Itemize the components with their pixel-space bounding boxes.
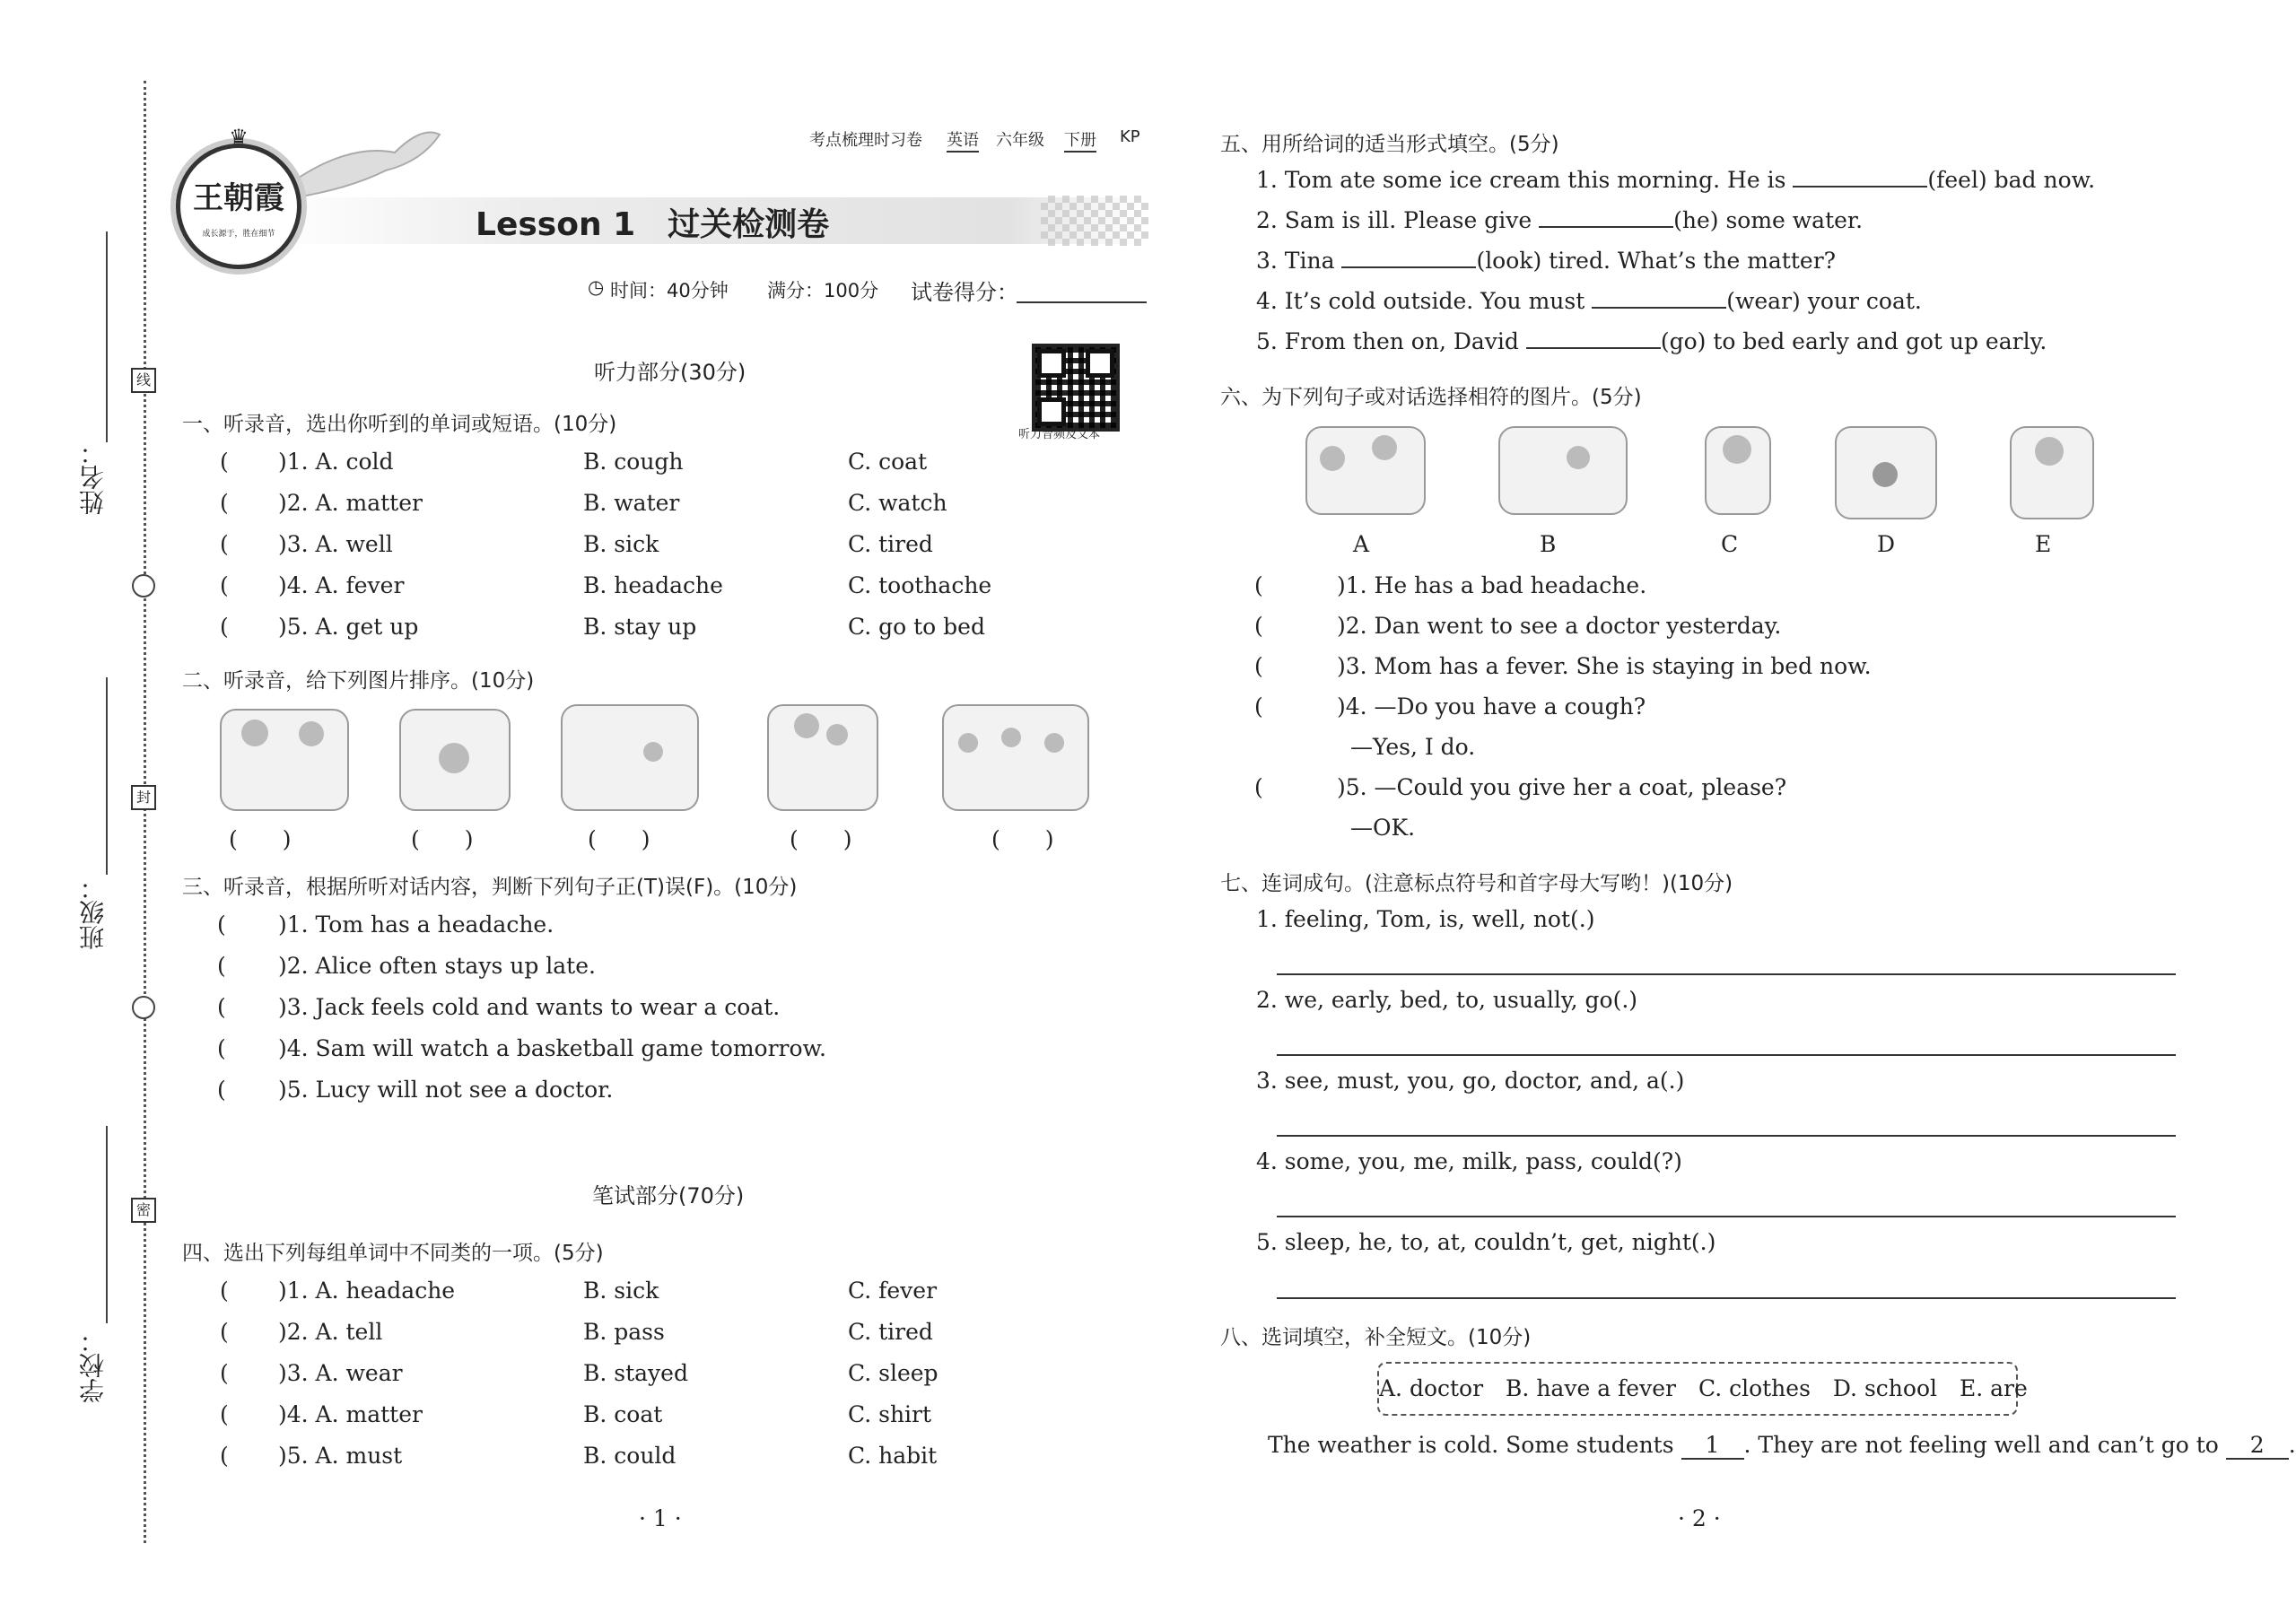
ribbon-decoration — [296, 126, 449, 206]
list-item: )3. A. wear — [278, 1360, 403, 1386]
option-b: B. water — [583, 490, 680, 516]
section-1-title: 一、听录音，选出你听到的单词或短语。(10分) — [182, 413, 617, 436]
answer-paren[interactable]: ( — [1254, 774, 1263, 800]
option-c: C. tired — [848, 531, 933, 557]
answer-paren[interactable]: ( — [220, 572, 229, 598]
school-line — [106, 1126, 108, 1323]
page-number-right: · 2 · — [1678, 1505, 1721, 1531]
option-c: C. toothache — [848, 572, 992, 598]
time-label: 时间：40分钟 — [610, 280, 729, 301]
picture-sick-in-bed — [399, 709, 511, 811]
grade-label: 六年级 — [996, 131, 1044, 150]
list-item: )1. A. cold — [278, 449, 394, 475]
passage-blank-2[interactable]: 2 — [2226, 1432, 2289, 1460]
answer-paren[interactable]: ( — [217, 1035, 226, 1061]
picture-family-computer — [767, 704, 878, 811]
page-number-left: · 1 · — [639, 1505, 682, 1531]
answer-paren[interactable]: ( — [220, 490, 229, 516]
list-item: 4. It’s cold outside. You must (wear) your coat. — [1256, 288, 1922, 314]
passage-text: The weather is cold. Some students 1 . They are not feeling well and can’t go to 2 . — [1268, 1432, 2296, 1458]
answer-paren[interactable]: ( — [220, 449, 229, 475]
list-item-reply: —Yes, I do. — [1350, 734, 1476, 760]
answer-paren[interactable]: ( — [1254, 572, 1263, 598]
list-item: 1. feeling, Tom, is, well, not(.) — [1256, 906, 1595, 932]
answer-paren[interactable]: ( — [1254, 693, 1263, 720]
answer-line[interactable] — [1277, 1297, 2176, 1299]
logo-badge — [176, 125, 301, 269]
section-6-title: 六、为下列句子或对话选择相符的图片。(5分) — [1220, 386, 1642, 409]
answer-line[interactable] — [1277, 973, 2176, 975]
section-5-title: 五、用所给词的适当形式填空。(5分) — [1220, 133, 1559, 156]
answer-line[interactable] — [1277, 1054, 2176, 1056]
picture-label-c: C — [1721, 531, 1739, 557]
picture-label-e: E — [2035, 531, 2052, 557]
name-line — [106, 231, 108, 442]
picture-children-playing — [942, 704, 1089, 811]
answer-paren[interactable]: ( — [220, 614, 229, 640]
class-label: 班级： — [78, 875, 108, 950]
edition-label: KP — [1120, 127, 1140, 146]
option-c: C. tired — [848, 1319, 933, 1345]
answer-paren[interactable]: ( — [220, 1278, 229, 1304]
list-item: 3. Tina (look) tired. What’s the matter? — [1256, 248, 1837, 274]
word-bank: A. doctor B. have a fever C. clothes D. school E. are — [1379, 1375, 2028, 1401]
answer-paren[interactable]: ( ) — [588, 826, 650, 852]
list-item: )2. A. matter — [278, 490, 423, 516]
list-item: )5. Lucy will not see a doctor. — [278, 1077, 614, 1103]
list-item: 5. From then on, David (go) to bed early and got up early. — [1256, 328, 2047, 354]
fill-blank[interactable] — [1539, 208, 1673, 228]
qr-code-icon — [1032, 344, 1120, 432]
picture-bedroom — [561, 704, 699, 811]
picture-boy-headache — [2010, 426, 2094, 519]
section-3-title: 三、听录音，根据所听对话内容，判断下列句子正(T)误(F)。(10分) — [182, 876, 798, 899]
answer-paren[interactable]: ( — [220, 1360, 229, 1386]
answer-paren[interactable]: ( — [217, 994, 226, 1020]
qr-caption: 听力音频及文本 — [1018, 428, 1101, 441]
option-b: B. stayed — [583, 1360, 688, 1386]
option-b: B. coat — [583, 1401, 663, 1427]
option-c: C. habit — [848, 1443, 938, 1469]
list-item: 5. sleep, he, to, at, couldn’t, get, night(.) — [1256, 1229, 1716, 1255]
answer-paren[interactable]: ( — [217, 953, 226, 979]
answer-paren[interactable]: ( — [217, 912, 226, 938]
picture-panda-sweater — [1835, 426, 1937, 519]
fill-blank[interactable] — [1592, 289, 1726, 309]
binding-hole-icon — [132, 574, 155, 598]
list-item: )5. A. get up — [278, 614, 419, 640]
passage-blank-1[interactable]: 1 — [1681, 1432, 1744, 1460]
page-title: Lesson 1 过关检测卷 — [476, 206, 830, 243]
answer-paren[interactable]: ( — [1254, 613, 1263, 639]
list-item: )4. Sam will watch a basketball game tomorrow. — [278, 1035, 826, 1061]
list-item: )2. A. tell — [278, 1319, 383, 1345]
answer-line[interactable] — [1277, 1216, 2176, 1217]
list-item: )3. A. well — [278, 531, 393, 557]
picture-label-b: B — [1540, 531, 1557, 557]
picture-label-a: A — [1353, 531, 1370, 557]
answer-paren[interactable]: ( ) — [411, 826, 474, 852]
fill-blank[interactable] — [1526, 329, 1661, 349]
picture-mom-in-bed — [1498, 426, 1628, 515]
list-item: 1. Tom ate some ice cream this morning. He is (feel) bad now. — [1256, 167, 2096, 193]
option-b: B. pass — [583, 1319, 665, 1345]
fill-blank[interactable] — [1793, 168, 1927, 188]
section-2-title: 二、听录音，给下列图片排序。(10分) — [182, 669, 535, 693]
option-c: C. sleep — [848, 1360, 938, 1386]
picture-boy-coughing — [1705, 426, 1771, 515]
school-label: 学校： — [78, 1328, 108, 1403]
cut-mark-line: 线 — [131, 368, 156, 393]
answer-paren[interactable]: ( ) — [229, 826, 292, 852]
fill-blank[interactable] — [1341, 249, 1476, 268]
list-item: 3. see, must, you, go, doctor, and, a(.) — [1256, 1068, 1685, 1094]
list-item: )2. Dan went to see a doctor yesterday. — [1337, 613, 1782, 639]
list-item: )2. Alice often stays up late. — [278, 953, 596, 979]
option-b: B. sick — [583, 1278, 659, 1304]
option-b: B. stay up — [583, 614, 697, 640]
option-b: B. cough — [583, 449, 684, 475]
list-item: )4. A. matter — [278, 1401, 423, 1427]
volume-label: 下册 — [1064, 127, 1096, 153]
word-bank-box — [1377, 1362, 2028, 1416]
cut-mark-secret: 密 — [131, 1198, 156, 1223]
picture-mother-child — [220, 709, 349, 811]
logo-text: 王朝霞 — [193, 180, 284, 216]
list-item: )5. A. must — [278, 1443, 403, 1469]
list-item: 2. Sam is ill. Please give (he) some water. — [1256, 207, 1864, 233]
option-c: C. coat — [848, 449, 928, 475]
option-b: B. sick — [583, 531, 659, 557]
answer-paren[interactable]: ( — [220, 1401, 229, 1427]
score-field[interactable] — [1017, 301, 1147, 303]
list-item: )4. A. fever — [278, 572, 405, 598]
class-line — [106, 677, 108, 875]
picture-doctor-visit — [1305, 426, 1426, 515]
list-item: 4. some, you, me, milk, pass, could(?) — [1256, 1148, 1682, 1174]
answer-paren[interactable]: ( ) — [991, 826, 1054, 852]
option-b: B. could — [583, 1443, 677, 1469]
full-score-label: 满分：100分 — [767, 280, 879, 301]
section-7-title: 七、连词成句。(注意标点符号和首字母大写哟！)(10分) — [1220, 872, 1733, 895]
list-item: 2. we, early, bed, to, usually, go(.) — [1256, 987, 1638, 1013]
option-c: C. shirt — [848, 1401, 932, 1427]
answer-paren[interactable]: ( ) — [790, 826, 852, 852]
name-label: 姓名： — [78, 440, 108, 515]
list-item: )1. Tom has a headache. — [278, 912, 554, 938]
list-item: )1. A. headache — [278, 1278, 456, 1304]
option-c: C. watch — [848, 490, 947, 516]
section-8-title: 八、选词填空，补全短文。(10分) — [1220, 1326, 1532, 1349]
picture-label-d: D — [1877, 531, 1896, 557]
listening-heading: 听力部分(30分) — [594, 360, 746, 385]
option-c: C. go to bed — [848, 614, 985, 640]
binding-hole-icon — [132, 996, 155, 1019]
list-item: )5. —Could you give her a coat, please? — [1337, 774, 1787, 800]
clock-icon: ◷ — [588, 276, 605, 298]
option-c: C. fever — [848, 1278, 938, 1304]
answer-paren[interactable]: ( — [217, 1077, 226, 1103]
list-item: )4. —Do you have a cough? — [1337, 693, 1646, 720]
subject-label: 英语 — [947, 127, 979, 153]
writing-heading: 笔试部分(70分) — [592, 1183, 745, 1208]
banner-checker — [1041, 196, 1148, 246]
binding-dotted-line — [144, 81, 146, 1543]
series-label: 考点梳理时习卷 — [809, 131, 922, 150]
list-item: )1. He has a bad headache. — [1337, 572, 1647, 598]
crown-icon: ♛ — [229, 125, 249, 150]
score-label: 试卷得分： — [911, 280, 1018, 305]
answer-line[interactable] — [1277, 1135, 2176, 1137]
answer-paren[interactable]: ( — [220, 1319, 229, 1345]
answer-paren[interactable]: ( — [220, 1443, 229, 1469]
section-4-title: 四、选出下列每组单词中不同类的一项。(5分) — [182, 1242, 604, 1265]
list-item: )3. Jack feels cold and wants to wear a coat. — [278, 994, 781, 1020]
list-item: )3. Mom has a fever. She is staying in bed now. — [1337, 653, 1872, 679]
cut-mark-seal: 封 — [131, 785, 156, 810]
list-item-reply: —OK. — [1350, 815, 1416, 841]
option-b: B. headache — [583, 572, 723, 598]
logo-sub: 成长源于，胜在细节 — [202, 230, 275, 239]
answer-paren[interactable]: ( — [1254, 653, 1263, 679]
answer-paren[interactable]: ( — [220, 531, 229, 557]
